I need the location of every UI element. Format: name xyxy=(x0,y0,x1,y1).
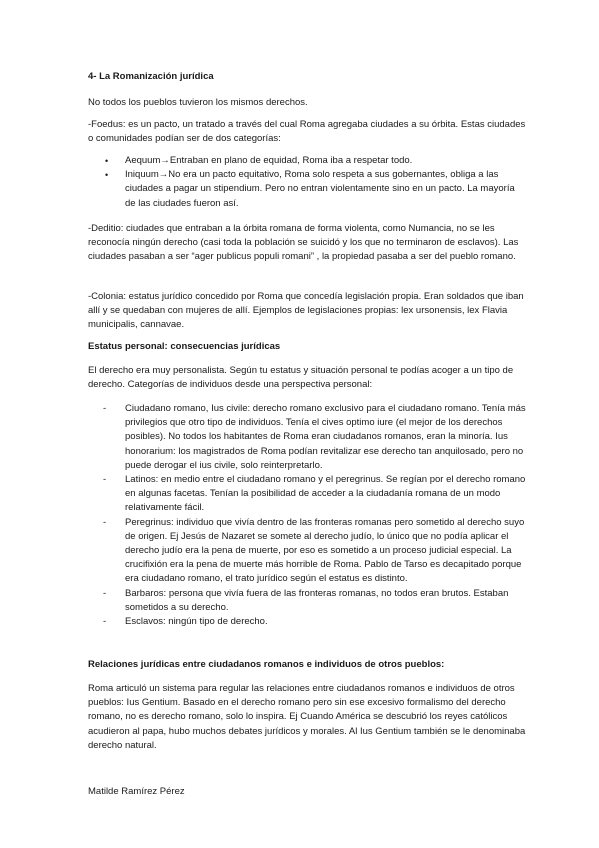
status-heading: Estatus personal: consecuencias jurídicas xyxy=(88,341,281,352)
bullet-dash-icon: - xyxy=(103,516,107,528)
deditio-paragraph: -Deditio: ciudades que entraban a la órbita romana de forma violenta, como Numancia, no se les reconocía ningún derecho (casi toda la población se suicidó y los que no terminaron de esclavos). Las ciudades pasaban a ser “ager publicus populi romani” , la propiedad pasaba a ser del pueblo romano. xyxy=(88,223,519,263)
list-item xyxy=(88,154,526,168)
colonia-paragraph: -Colonia: estatus jurídico concedido por Roma que concedía legislación propia. Eran soldados que iban allí y se quedaban con mujeres de allí. Ejemplos de legislaciones propias: lex ursonensis, lex Flavia municipalis, cannavae. xyxy=(88,291,524,331)
list-item xyxy=(88,615,526,629)
bullet-dash-icon: - xyxy=(103,616,107,628)
foedus-paragraph: -Foedus: es un pacto, un tratado a través del cual Roma agregaba ciudades a su órbita. Estas ciudades o comunidades podían ser de dos categorías: xyxy=(88,119,526,145)
list-item-text: Peregrinus: individuo que vivía dentro de las fronteras romanas pero sometido al derecho suyo de origen. Ej Jesús de Nazaret se somete al derecho judío, lo único que no podía aplicar el derecho judío era la pena de muerte, por eso es sometido a un proceso judicial especial. La crucifixión era la pena de muerte más horrible de Roma. Pablo de Tarso es decapitado porque era ciudadano romano, el trato jurídico según el estatus es distinto. xyxy=(125,516,525,585)
section-title: 4- La Romanización jurídica xyxy=(88,71,214,82)
list-item-text: Ciudadano romano, Ius civile: derecho romano exclusivo para el ciudadano romano. Tenía más privilegios que otro tipo de individuos. Tenía el cives optimo iure (el mejor de los derechos posibles). No todos los habitantes de Roma eran ciudadanos romanos, eran la minoría. Ius honorarium: los magistrados de Roma podían revitalizar ese derecho tan anquilosado, pero no puede derogar el ius civile, solo reinterpretarlo. xyxy=(125,403,526,471)
bullet-dot-icon: • xyxy=(105,156,109,166)
list-item-text: Aequum→Entraban en plano de equidad, Roma iba a respetar todo. xyxy=(125,155,413,166)
status-intro-paragraph: El derecho era muy personalista. Según tu estatus y situación personal te podías acoger a un tipo de derecho. Categorías de individuos desde una perspectiva personal: xyxy=(88,365,514,391)
status-list xyxy=(88,402,526,629)
bullet-dot-icon: • xyxy=(105,170,109,181)
foedus-list xyxy=(88,154,526,211)
relations-heading: Relaciones jurídicas entre ciudadanos romanos e individuos de otros pueblos: xyxy=(88,659,445,670)
list-item xyxy=(88,587,526,615)
list-item xyxy=(88,402,526,473)
footer-author: Matilde Ramírez Pérez xyxy=(88,786,185,797)
list-item-text: Iniquum→No era un pacto equitativo, Roma solo respeta a sus gobernantes, obliga a las ciudades a pagar un stipendium. Pero no entran violentamente sino en un pacto. La mayoría de las ciudades fueron así. xyxy=(125,169,515,209)
list-item xyxy=(88,516,526,587)
bullet-dash-icon: - xyxy=(103,474,107,486)
list-item-text: Esclavos: ningún tipo de derecho. xyxy=(125,616,268,628)
list-item-text: Latinos: en medio entre el ciudadano romano y el peregrinus. Se regían por el derecho romano en algunas facetas. Tenían la posibilidad de acceder a la ciudadanía romana de un modo relativamente fácil. xyxy=(125,474,526,514)
relations-paragraph: Roma articuló un sistema para regular las relaciones entre ciudadanos romanos e individuos de otros pueblos: Ius Gentium. Basado en el derecho romano pero sin ese excesivo formalismo del derecho romano, no es derecho romano, solo lo inspira. Ej Cuando América se descubrió los reyes católicos acudieron al papa, hubo muchos debates jurídicos y morales. Al Ius Gentium también se le denominaba derecho natural. xyxy=(88,683,526,751)
bullet-dash-icon: - xyxy=(103,403,107,414)
bullet-dash-icon: - xyxy=(103,587,107,599)
list-item xyxy=(88,168,526,211)
list-item xyxy=(88,473,526,516)
list-item-text: Barbaros: persona que vivía fuera de las fronteras romanas, no todos eran brutos. Estaban sometidos a su derecho. xyxy=(125,587,509,613)
intro-paragraph: No todos los pueblos tuvieron los mismos derechos. xyxy=(88,97,308,108)
